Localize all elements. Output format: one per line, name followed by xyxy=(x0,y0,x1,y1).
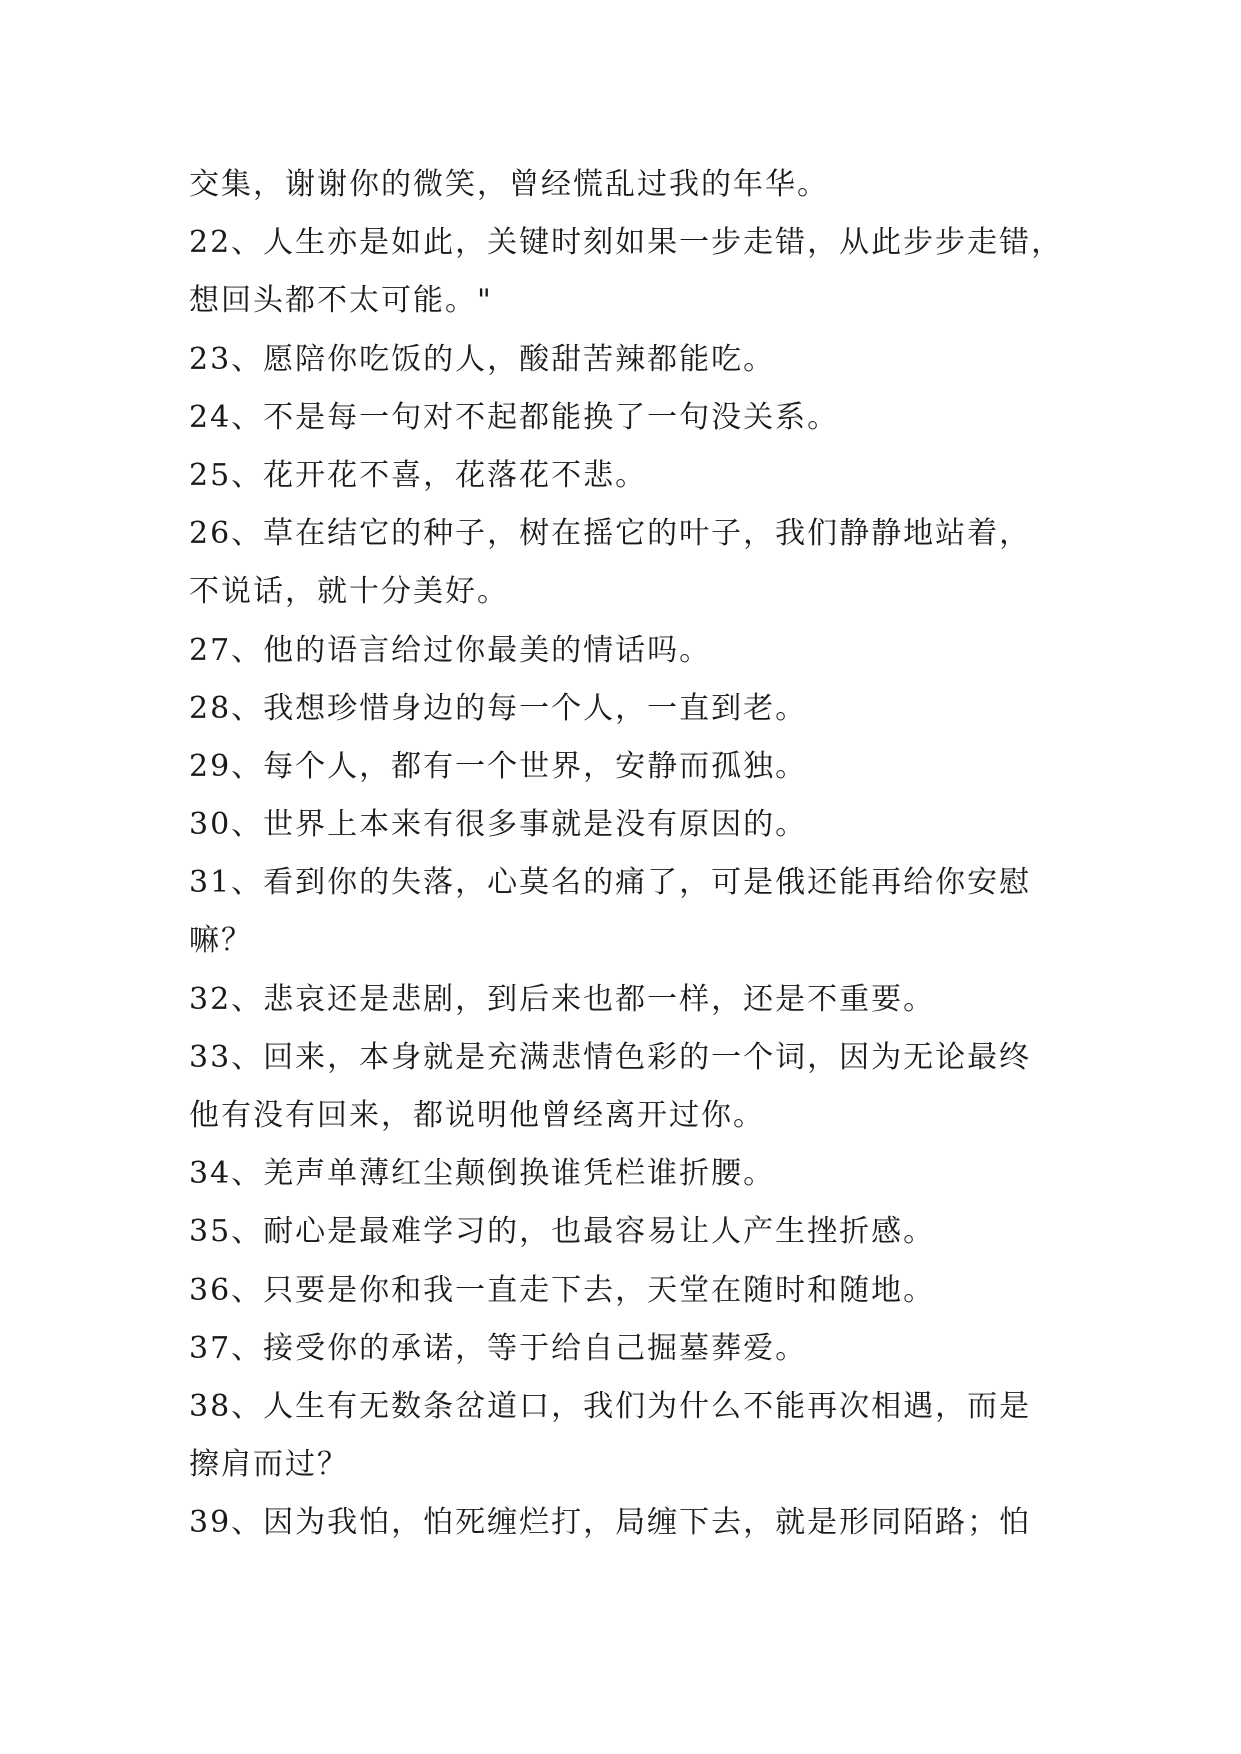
text-line: 28、我想珍惜身边的每一个人，一直到老。 xyxy=(189,690,808,726)
text-line: 擦肩而过？ xyxy=(189,1447,349,1483)
text-line: 24、不是每一句对不起都能换了一句没关系。 xyxy=(189,399,840,435)
text-line: 25、花开花不喜，花落花不悲。 xyxy=(189,457,648,493)
text-line: 39、因为我怕，怕死缠烂打，局缠下去，就是形同陌路；怕 xyxy=(189,1505,1032,1541)
text-line: 34、羌声单薄红尘颠倒换谁凭栏谁折腰。 xyxy=(189,1156,776,1192)
text-line: 22、人生亦是如此，关键时刻如果一步走错，从此步步走错， xyxy=(189,225,1064,261)
text-line: 想回头都不太可能。" xyxy=(189,283,493,319)
text-line: 26、草在结它的种子，树在摇它的叶子，我们静静地站着， xyxy=(189,516,1032,552)
document-body xyxy=(189,156,1069,1553)
text-line: 37、接受你的承诺，等于给自己掘墓葬爱。 xyxy=(189,1330,808,1366)
text-line: 29、每个人，都有一个世界，安静而孤独。 xyxy=(189,748,808,784)
text-line: 他有没有回来，都说明他曾经离开过你。 xyxy=(189,1098,765,1133)
text-line: 31、看到你的失落，心莫名的痛了，可是俄还能再给你安慰 xyxy=(189,865,1032,901)
text-line: 36、只要是你和我一直走下去，天堂在随时和随地。 xyxy=(189,1272,936,1308)
text-line: 33、回来，本身就是充满悲情色彩的一个词，因为无论最终 xyxy=(189,1039,1032,1075)
text-line: 交集，谢谢你的微笑，曾经慌乱过我的年华。 xyxy=(189,167,829,202)
text-line: 32、悲哀还是悲剧，到后来也都一样，还是不重要。 xyxy=(189,981,936,1017)
text-line: 38、人生有无数条岔道口，我们为什么不能再次相遇，而是 xyxy=(189,1388,1032,1424)
text-line: 35、耐心是最难学习的，也最容易让人产生挫折感。 xyxy=(189,1214,936,1250)
text-line: 23、愿陪你吃饭的人，酸甜苦辣都能吃。 xyxy=(189,341,776,377)
text-line: 30、世界上本来有很多事就是没有原因的。 xyxy=(189,807,808,843)
text-line: 不说话，就十分美好。 xyxy=(189,574,509,610)
text-line: 嘛？ xyxy=(189,923,253,959)
text-line: 27、他的语言给过你最美的情话吗。 xyxy=(189,632,712,668)
